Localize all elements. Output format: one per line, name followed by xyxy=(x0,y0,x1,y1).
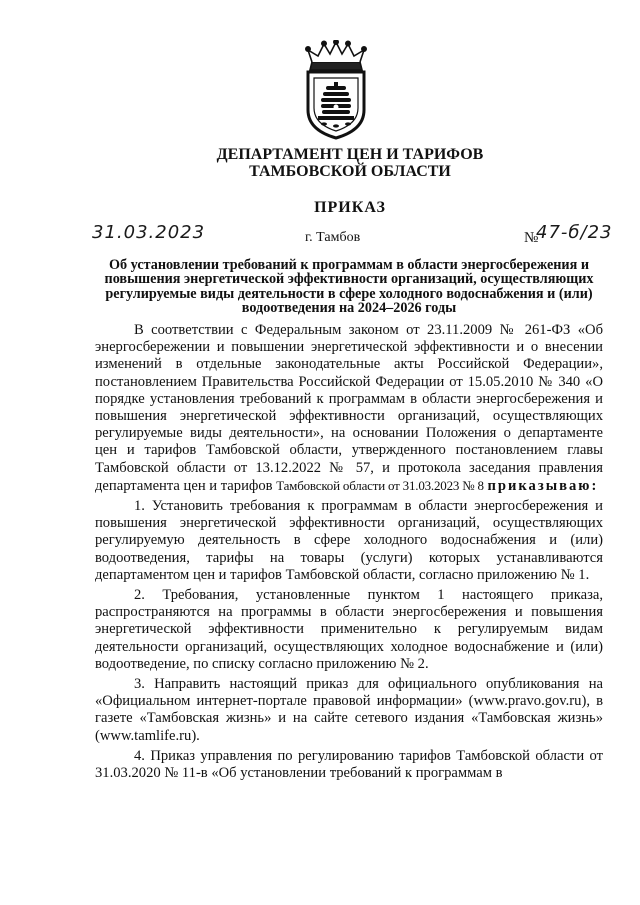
handwritten-number: 47-б/23 xyxy=(536,222,613,243)
preamble-text: В соответствии с Федеральным законом от 23.11.2009 № 261-ФЗ «Об энергосбережении и повышении энергетической эффективности и о внесении изменений в отдельные законодательные акты Российской Федерации», постановлением Правительства Российской Федерации от 15.05.2010 № 340 «О порядке установления требований к программам в области энергосбережения и повышения энергетической эффективности организаций, осуществляющих регулируемые виды деятельности», на основании Положения о департаменте цен и тарифов Тамбовской области, утвержденного постановлением главы Тамбовской области от 13.12.2022 № 57, и протокола заседания правления департамента цен и тарифов xyxy=(95,322,603,494)
order-item-4: 4. Приказ управления по регулированию тарифов Тамбовской области от 31.03.2020 № 11-в «Об установлении требований к программам в xyxy=(95,747,603,782)
city-name: г. Тамбов xyxy=(305,230,361,245)
order-subject: Об установлении требований к программам в области энергосбережения и повышения энергетической эффективности организаций, осуществляющих регулируемые виды деятельности в сфере холодного водоснабжения и (или) водоотведения на 2024–2026 годы xyxy=(104,257,594,316)
preamble-paragraph xyxy=(95,322,603,495)
order-item-3: 3. Направить настоящий приказ для официального опубликования на «Официальном интернет-портале правовой информации» (www.pravo.gov.ru), в газете «Тамбовская жизнь» и на сайте сетевого издания «Тамбовская жизнь» (www.tamlife.ru). xyxy=(95,676,603,744)
order-word: приказываю: xyxy=(487,477,599,494)
tambov-coat-of-arms-icon xyxy=(296,40,376,140)
department-name-line1: ДЕПАРТАМЕНТ ЦЕН И ТАРИФОВ xyxy=(216,146,484,163)
order-item-2: 2. Требования, установленные пунктом 1 настоящего приказа, распространяются на программы в области энергосбережения и повышения энергетической эффективности применительно к регулируемым видам деятельности организаций, осуществляющих холодное водоснабжение и (или) водоотведение, по списку согласно приложению № 2. xyxy=(95,587,603,672)
department-name-line2: ТАМБОВСКОЙ ОБЛАСТИ xyxy=(249,163,451,180)
document-type: ПРИКАЗ xyxy=(314,199,386,216)
number-prefix: № xyxy=(524,230,539,246)
preamble-tail: Тамбовской области от 31.03.2023 № 8 xyxy=(276,477,484,493)
order-body xyxy=(95,322,603,782)
handwritten-date: 31.03.2023 xyxy=(92,222,206,243)
order-item-1: 1. Установить требования к программам в области энергосбережения и повышения энергетической эффективности организаций, осуществляющих регулируемую деятельность в сфере холодного водоснабжения и (или) водоотведения, тарифы на товары (услуги) которых устанавливаются департаментом цен и тарифов Тамбовской области, согласно приложению № 1. xyxy=(95,498,603,583)
